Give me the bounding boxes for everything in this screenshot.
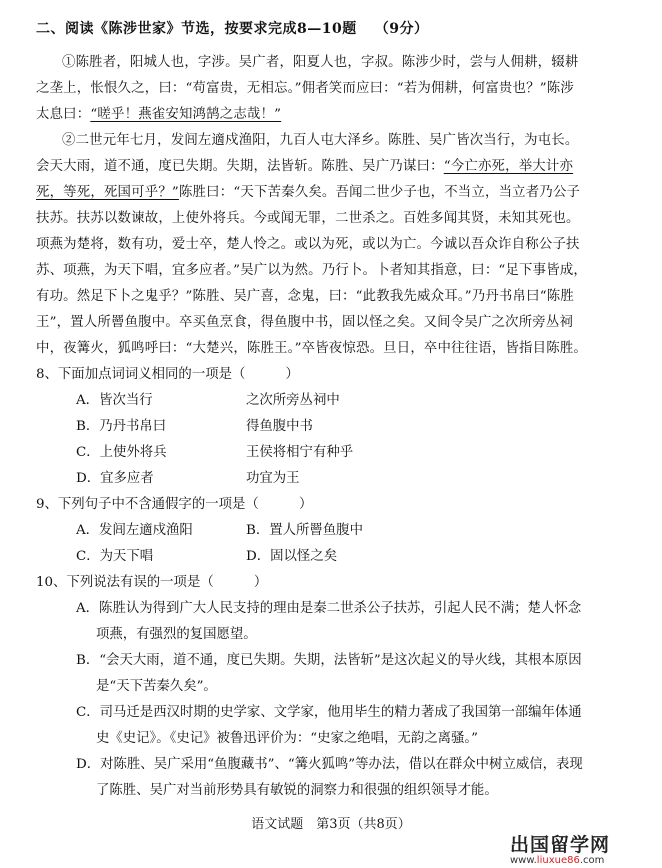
passage-line xyxy=(36,103,281,122)
q10-option-c: C．司马迁是西汉时期的史学家、文学家，他用毕生的精力著成了我国第一部编年体通 xyxy=(76,705,582,720)
q8-option-d: D．宜多应者 xyxy=(76,471,154,486)
question-8-stem: 8、下面加点词词义相同的一项是（ ） xyxy=(36,367,299,382)
underlined-sentence: 死，等死，死国可乎？” xyxy=(36,185,179,200)
q8-option-a-compare: 之次所旁丛祠中 xyxy=(246,393,340,408)
q10-option-d-cont: 了陈胜、吴广对当前形势具有敏锐的洞察力和很强的组织领导才能。 xyxy=(96,783,498,798)
watermark-logo xyxy=(510,830,658,866)
q9-option-a: A．发闾左適戍渔阳 xyxy=(76,523,193,538)
passage-text: 陈胜曰：“天下苦秦久矣。吾闻二世少子也，不当立，当立者乃公子 xyxy=(178,185,581,200)
watermark-title: 出国留学网 xyxy=(510,834,611,856)
underlined-sentence: “今亡亦死，举大计亦 xyxy=(443,159,574,174)
q10-option-b: B．“会天大雨，道不通，度已失期。失期，法皆斩”是这次起义的导火线，其根本原因 xyxy=(76,653,582,668)
passage-text: 会天大雨，道不通，度已失期。失期，法皆斩。陈胜、吴广乃谋曰： xyxy=(36,159,444,174)
q8-option-c: C．上使外将兵 xyxy=(76,445,167,460)
passage-line xyxy=(36,181,580,200)
passage-line: ②二世元年七月，发闾左適戍渔阳，九百人屯大泽乡。陈胜、吴广皆次当行，为屯长。 xyxy=(62,133,579,148)
passage-line: 王”，置人所罾鱼腹中。卒买鱼烹食，得鱼腹中书，固以怪之矣。又间令吴广之次所旁丛祠 xyxy=(36,315,574,330)
q10-option-a-cont: 项燕，有强烈的复国愿望。 xyxy=(96,627,257,642)
q8-option-b: B．乃丹书帛曰 xyxy=(76,419,167,434)
q9-option-b: B．置人所罾鱼腹中 xyxy=(246,523,363,538)
q10-option-b-cont: 是“天下苦秦久矣”。 xyxy=(96,679,217,694)
section-title: 二、阅读《陈涉世家》节选，按要求完成8—10题 xyxy=(36,21,357,37)
q8-option-c-compare: 王侯将相宁有种乎 xyxy=(246,445,354,460)
page-footer: 语文试题 第3页（共8页） xyxy=(251,817,411,832)
passage-line xyxy=(36,155,573,174)
section-heading xyxy=(36,18,428,38)
passage-line: 有功。然足下卜之鬼乎？”陈胜、吴广喜，念鬼，曰：“此教我先威众耳。”乃丹书帛曰“陈胜 xyxy=(36,289,574,304)
passage-line: ①陈胜者，阳城人也，字涉。吴广者，阳夏人也，字叔。陈涉少时，尝与人佣耕，辍耕 xyxy=(62,55,579,70)
passage-line: 苏、项燕，为天下唱，宜多应者。”吴广以为然。乃行卜。卜者知其指意，曰：“足下事皆成， xyxy=(36,263,588,278)
q10-option-a: A．陈胜认为得到广大人民支持的理由是秦二世杀公子扶苏，引起人民不满；楚人怀念 xyxy=(76,601,582,616)
underlined-sentence: “嗟乎！燕雀安知鸿鹄之志哉！” xyxy=(90,107,282,122)
q8-option-b-compare: 得鱼腹中书 xyxy=(246,419,313,434)
question-9-stem: 9、下列句子中不含通假字的一项是（ ） xyxy=(36,497,313,512)
q9-option-c: C．为天下唱 xyxy=(76,549,154,564)
q10-option-c-cont: 史《史记》。《史记》被鲁迅评价为：“史家之绝唱，无韵之离骚。” xyxy=(96,731,478,746)
question-10-stem: 10、下列说法有误的一项是（ ） xyxy=(36,575,268,590)
passage-line: 扶苏。扶苏以数谏故，上使外将兵。今或闻无罪，二世杀之。百姓多闻其贤，未知其死也。 xyxy=(36,211,580,226)
passage-line: 之垄上，怅恨久之，曰：“苟富贵，无相忘。”佣者笑而应曰：“若为佣耕，何富贵也？”陈涉 xyxy=(36,81,574,96)
passage-line: 项燕为楚将，数有功，爱士卒，楚人怜之。或以为死，或以为亡。今诚以吾众诈自称公子扶 xyxy=(36,237,580,252)
q8-option-a: A．皆次当行 xyxy=(76,393,153,408)
passage-text: 太息曰： xyxy=(36,107,91,122)
section-score: （9分） xyxy=(374,21,429,37)
q9-option-d: D．固以怪之矣 xyxy=(246,549,338,564)
q8-option-d-compare: 功宜为王 xyxy=(246,471,300,486)
passage-line: 中，夜篝火，狐鸣呼曰：“大楚兴，陈胜王。”卒皆夜惊恐。旦日，卒中往往语，皆指目陈胜。 xyxy=(36,341,588,356)
q10-option-d: D．对陈胜、吴广采用“鱼腹藏书”、“篝火狐鸣”等办法，借以在群众中树立威信，表现 xyxy=(76,757,583,772)
watermark-url: www.liuxue86.com xyxy=(510,855,605,866)
